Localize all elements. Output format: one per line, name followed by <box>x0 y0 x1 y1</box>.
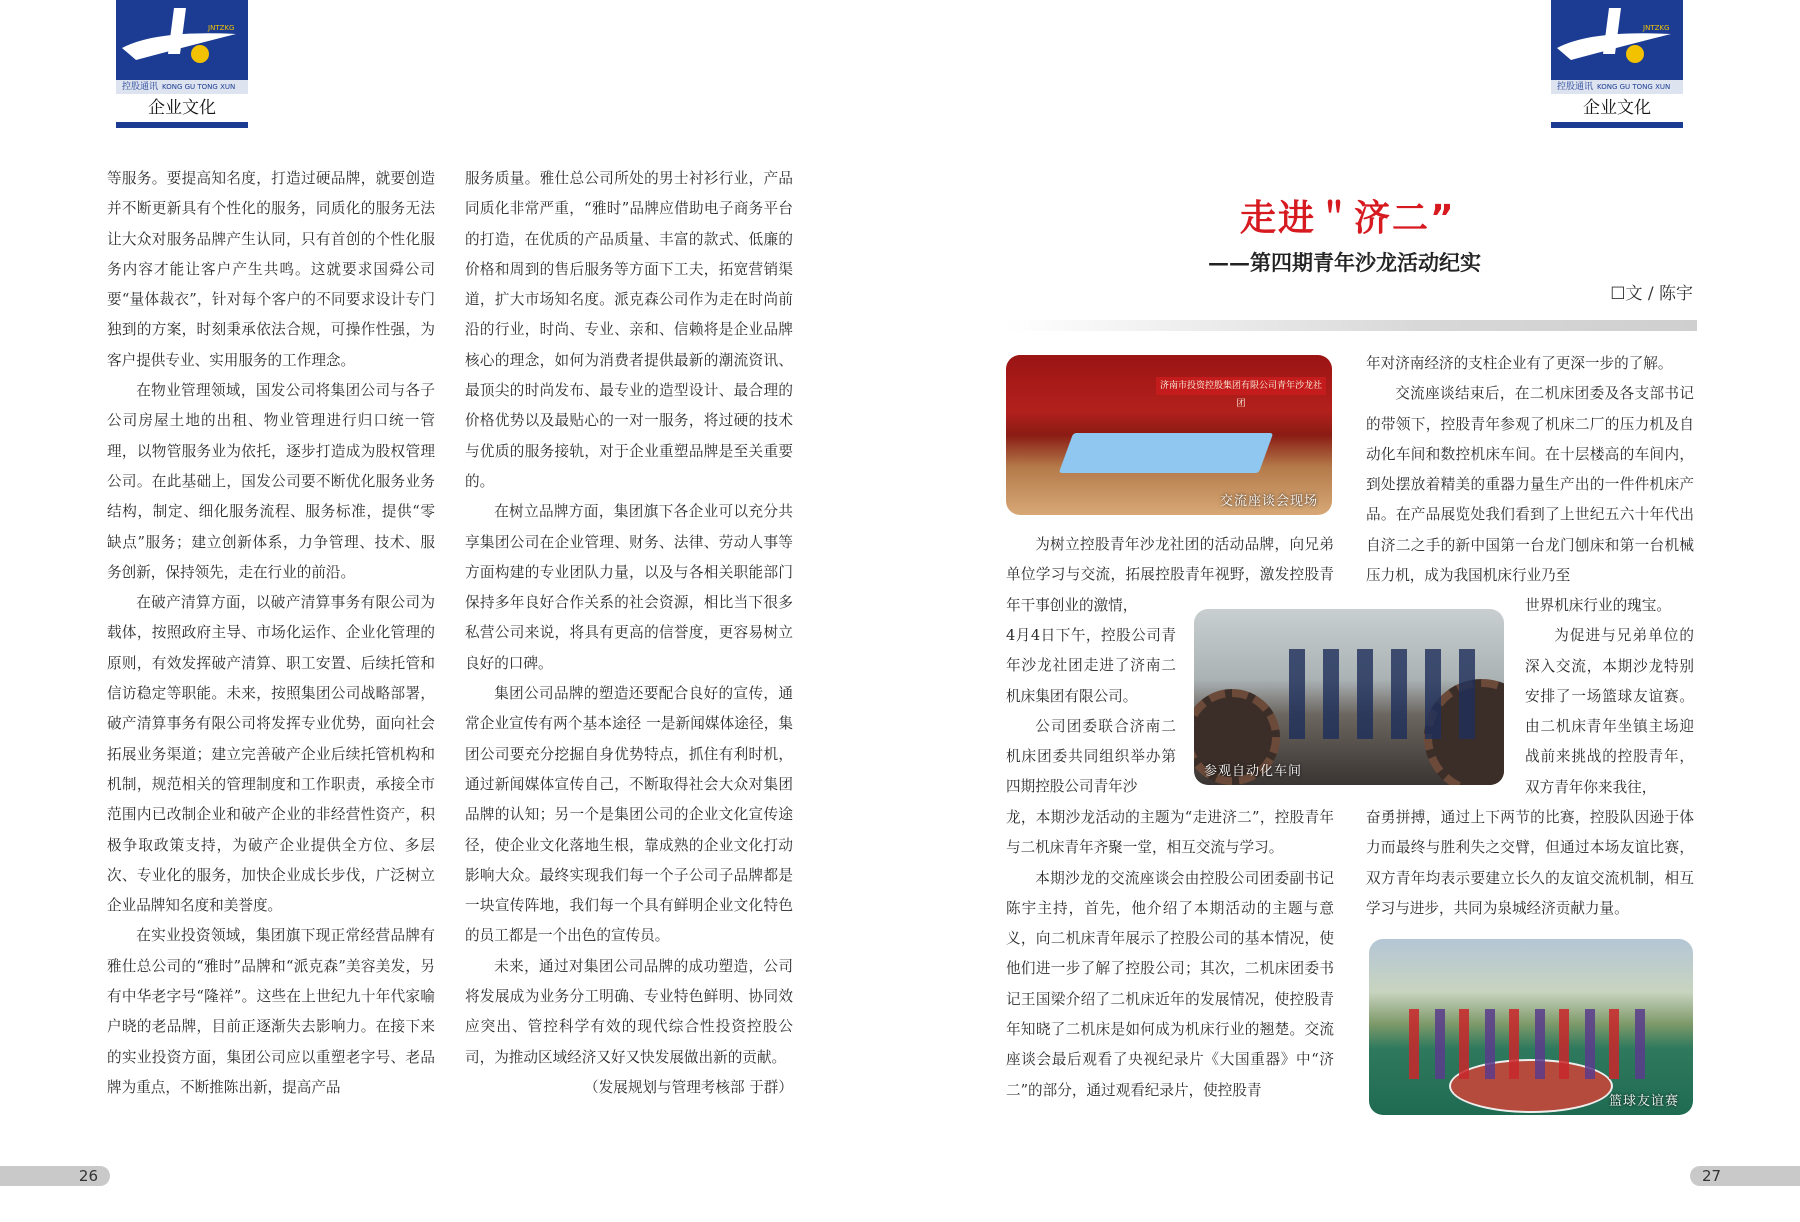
paragraph: 在实业投资领域，集团旗下现正常经营品牌有雅仕总公司的“雅时”品牌和“派克森”美容美发，另有中华老字号“隆祥”。这些在上世纪九十年代家喻户晓的老品牌，目前正逐渐失去影响力。在接下来的实业投资方面，集团公司应以重塑老字号、老品牌为重点，不断推陈出新，提高产品 <box>107 927 435 1096</box>
logo-bar <box>116 80 248 94</box>
photo-players <box>1409 1009 1649 1079</box>
right-column-a-bottom <box>1006 803 1334 1106</box>
logo-mark <box>1551 0 1683 80</box>
logo-mark <box>116 0 248 80</box>
paragraph: 交流座谈结束后，在二机床团委及各支部书记的带领下，控股青年参观了机床二厂的压力机及自动化车间和数控机床车间。在十层楼高的车间内，到处摆放着精美的重器力量生产出的一件件机床产品。在产品展览处我们看到了上世纪五六十年代出自济二之手的新中国第一台龙门刨床和第一台机械压力机，成为我国机床行业乃至 <box>1366 385 1694 585</box>
paragraph: 公司团委联合济南二机床团委共同组织举办第四期控股公司青年沙 <box>1006 717 1176 796</box>
right-column-b-top <box>1366 349 1694 591</box>
page-number-left: 26 <box>0 1166 110 1186</box>
header-rule <box>1005 320 1697 331</box>
photo-caption: 篮球友谊赛 <box>1608 1094 1679 1109</box>
logo-emblem-icon <box>116 0 248 80</box>
left-column-2 <box>465 164 793 1103</box>
article-headline: 走进＂济二” <box>1240 198 1456 239</box>
paragraph: 在破产清算方面，以破产清算事务有限公司为载体，按照政府主导、市场化运作、企业化管理的原则，有效发挥破产清算、职工安置、后续托管和信访稳定等职能。未来，按照集团公司战略部署，破产清算事务有限公司将发挥专业优势，面向社会拓展业务渠道；建立完善破产企业后续托管机构和机制，规范相关的管理制度和工作职责，承接全市范围内已改制企业和破产企业的非经营性资产，积极争取政策支持，为破产企业提供全方位、多层次、专业化的服务，加快企业成长步伐，广泛树立企业品牌知名度和美誉度。 <box>107 594 435 915</box>
logo-left <box>116 0 248 128</box>
photo-banner: 济南市投资控股集团有限公司青年沙龙社团 <box>1156 377 1326 395</box>
signature: （发展规划与管理考核部 于群） <box>584 1078 793 1096</box>
photo-workshop <box>1194 609 1504 785</box>
paragraph: 在物业管理领域，国发公司将集团公司与各子公司房屋土地的出租、物业管理进行归口统一管理，以物管服务业为依托，逐步打造成为股权管理公司。在此基础上，国发公司要不断优化服务业务结构，制定、细化服务流程、服务标准，提供“零缺点”服务；建立创新体系，力争管理、技术、服务创新，保持领先，走在行业的前沿。 <box>107 382 435 581</box>
right-column-a-top <box>1006 530 1334 621</box>
logo-bar <box>1551 80 1683 94</box>
paragraph: 未来，通过对集团公司品牌的成功塑造，公司将发展成为业务分工明确、专业特色鲜明、协同效应突出、管控科学有效的现代综合性投资控股公司，为推动区域经济又好又快发展做出新的贡献。 <box>465 957 793 1066</box>
paragraph: 为树立控股青年沙龙社团的活动品牌，向兄弟单位学习与交流，拓展控股青年视野，激发控股青年干事创业的激情， <box>1006 536 1334 614</box>
left-column-1 <box>107 164 435 1103</box>
paragraph: 4月4日下午，控股公司青年沙龙社团走进了济南二机床集团有限公司。 <box>1006 627 1176 705</box>
paragraph: 等服务。要提高知名度，打造过硬品牌，就要创造并不断更新具有个性化的服务，同质化的服务无法让大众对服务品牌产生认同，只有首创的个性化服务内容才能让客户产生共鸣。这就要求国舜公司要“量体裁衣”，针对每个客户的不同要求设计专门独到的方案，时刻秉承依法合规，可操作性强，为客户提供专业、实用服务的工作理念。 <box>107 170 435 369</box>
paragraph: 集团公司品牌的塑造还要配合良好的宣传，通常企业宣传有两个基本途径 一是新闻媒体途径，集团公司要充分挖掘自身优势特点，抓住有利时机，通过新闻媒体宣传自己，不断取得社会大众对集团品牌的认知；另一个是集团公司的企业文化宣传途径，使企业文化落地生根，靠成熟的企业文化打动影响大众。最终实现我们每一个子公司子品牌都是一块宣传阵地，我们每一个具有鲜明企业文化特色的员工都是一个出色的宣传员。 <box>465 685 793 945</box>
photo-table <box>1059 433 1274 473</box>
logo-en: KONG GU TONG XUN <box>1597 83 1671 91</box>
section-underline <box>1551 122 1683 128</box>
right-column-b-narrow <box>1525 591 1694 803</box>
logo-cn: 控股通讯 <box>1557 82 1594 92</box>
photo-people <box>1289 649 1489 739</box>
logo-cn: 控股通讯 <box>122 82 159 92</box>
photo-caption: 交流座谈会现场 <box>1219 494 1318 509</box>
page-number-right: 27 <box>1690 1166 1800 1186</box>
article-subtitle: ——第四期青年沙龙活动纪实 <box>1208 250 1481 275</box>
logo-en: KONG GU TONG XUN <box>162 83 236 91</box>
paragraph: 在树立品牌方面，集团旗下各企业可以充分共享集团公司在企业管理、财务、法律、劳动人事等方面构建的专业团队力量，以及与各相关职能部门保持多年良好合作关系的社会资源，相比当下很多私营公司来说，将具有更高的信誉度，更容易树立良好的口碑。 <box>465 503 793 672</box>
right-column-b-bottom <box>1366 803 1694 924</box>
svg-text:JNTZKG: JNTZKG <box>208 24 235 32</box>
svg-text:JNTZKG: JNTZKG <box>1643 24 1670 32</box>
paragraph: 世界机床行业的瑰宝。 <box>1525 597 1671 614</box>
paragraph: 服务质量。雅仕总公司所处的男士衬衫行业，产品同质化非常严重，“雅时”品牌应借助电子商务平台的打造，在优质的产品质量、丰富的款式、低廉的价格和周到的售后服务等方面下工夫，拓宽营销渠道，扩大市场知名度。派克森公司作为走在时尚前沿的行业，时尚、专业、亲和、信赖将是企业品牌核心的理念，如何为消费者提供最新的潮流资讯、最顶尖的时尚发布、最专业的造型设计、最合理的价格优势以及最贴心的一对一服务，将过硬的技术与优质的服务接轨，对于企业重塑品牌是至关重要的。 <box>465 170 793 490</box>
paragraph: 为促进与兄弟单位的深入交流，本期沙龙特别安排了一场篮球友谊赛。由二机床青年坐镇主场迎战前来挑战的控股青年，双方青年你来我往， <box>1525 627 1694 796</box>
section-underline <box>116 122 248 128</box>
paragraph: 年对济南经济的支柱企业有了更深一步的了解。 <box>1366 355 1673 372</box>
photo-meeting <box>1006 355 1332 515</box>
right-column-a-narrow <box>1006 621 1176 803</box>
article-byline: ☐文 / 陈宇 <box>1610 284 1693 304</box>
logo-emblem-icon <box>1551 0 1683 80</box>
paragraph: 本期沙龙的交流座谈会由控股公司团委副书记陈宇主持，首先，他介绍了本期活动的主题与意义，向二机床青年展示了控股公司的基本情况，使他们进一步了解了控股公司；其次，二机床团委书记王国梁介绍了二机床近年的发展情况，使控股青年知晓了二机床是如何成为机床行业的翘楚。交流座谈会最后观看了央视纪录片《大国重器》中“济二”的部分，通过观看纪录片，使控股青 <box>1006 869 1334 1099</box>
photo-basketball <box>1369 939 1693 1115</box>
photo-caption: 参观自动化车间 <box>1204 764 1303 779</box>
paragraph: 奋勇拼搏，通过上下两节的比赛，控股队因逊于体力而最终与胜利失之交臂，但通过本场友谊比赛，双方青年均表示要建立长久的友谊交流机制，相互学习与进步，共同为泉城经济贡献力量。 <box>1366 809 1694 917</box>
paragraph: 龙，本期沙龙活动的主题为“走进济二”，控股青年与二机床青年齐聚一堂，相互交流与学习。 <box>1006 809 1334 857</box>
logo-right <box>1551 0 1683 128</box>
section-title: 企业文化 <box>1583 98 1651 118</box>
section-title: 企业文化 <box>148 98 216 118</box>
